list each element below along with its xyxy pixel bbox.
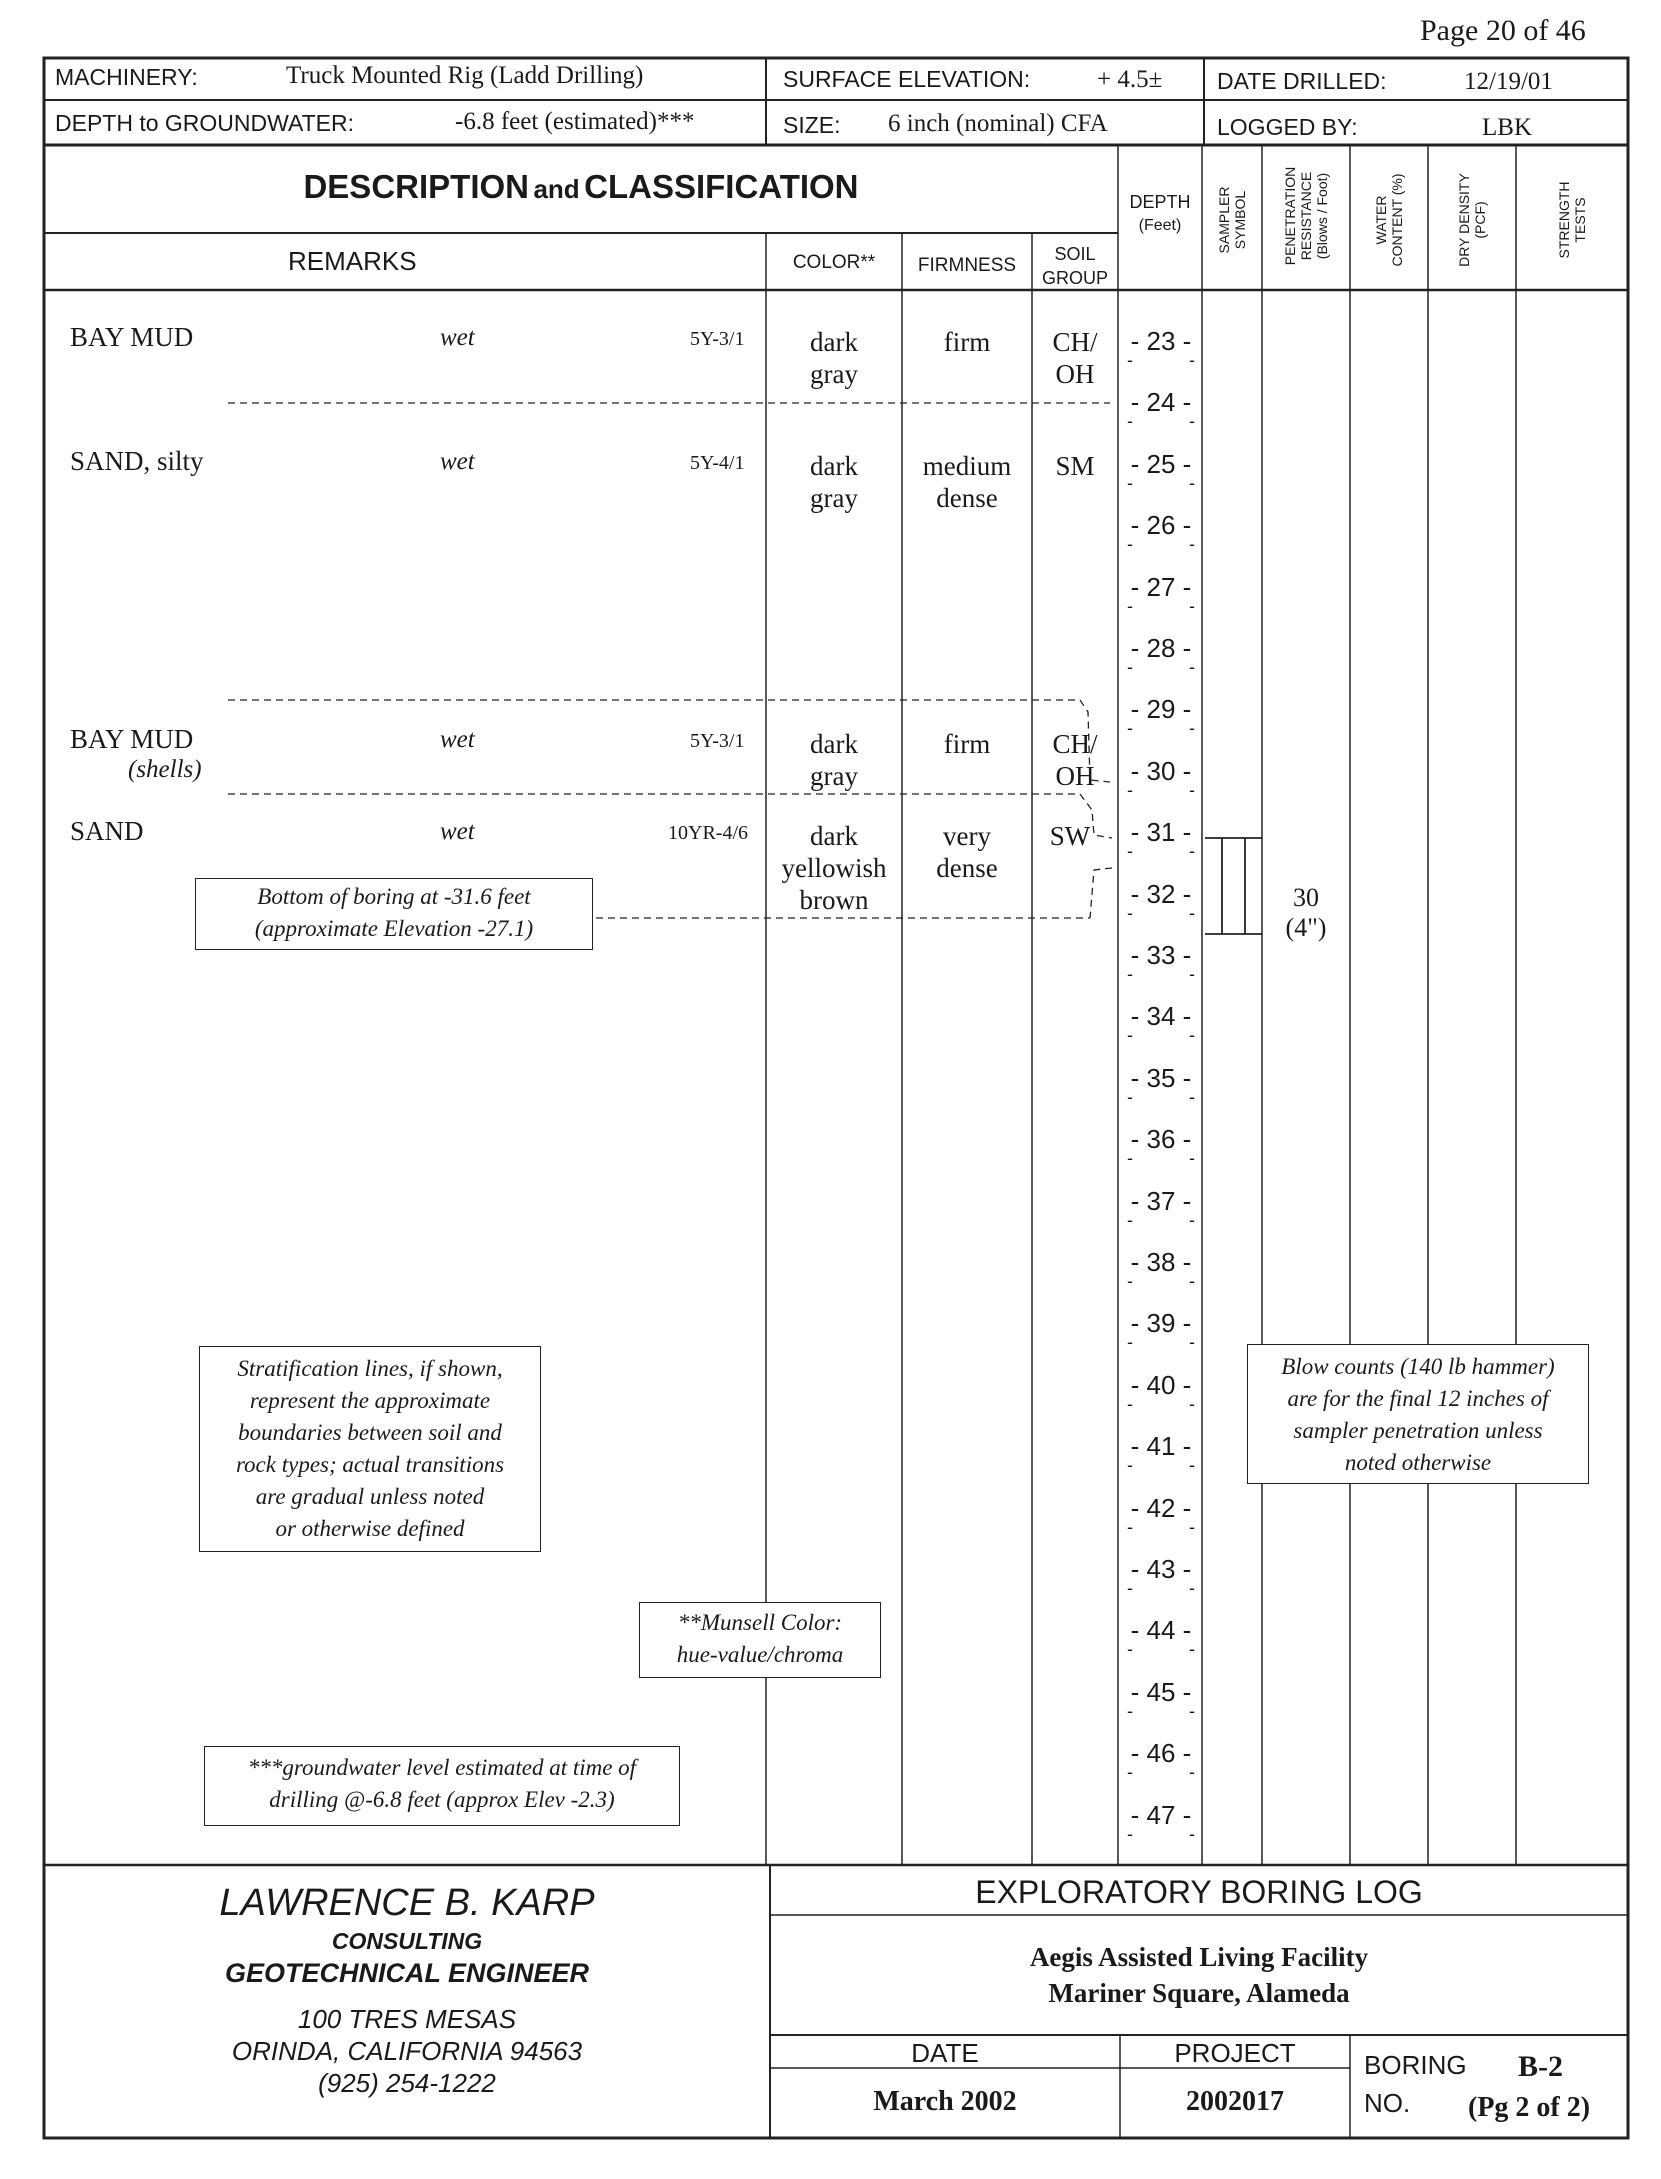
company-address-1: 100 TRES MESAS — [297, 2004, 517, 2034]
blow-line1: Blow counts (140 lb hammer) — [1281, 1354, 1555, 1379]
layer-name: BAY MUD — [70, 322, 194, 352]
layer-moisture: wet — [440, 448, 475, 475]
page-number: Page 20 of 46 — [1420, 14, 1586, 47]
logged-by-label: LOGGED BY: — [1217, 114, 1358, 140]
depth-tick-label: - 45 - — [1130, 1676, 1192, 1707]
remarks-header: REMARKS — [288, 246, 417, 276]
depth-tick-label: - 32 - — [1130, 878, 1192, 909]
depth-tick-label: - 34 - — [1130, 1001, 1192, 1032]
company-address-2: ORINDA, CALIFORNIA 94563 — [231, 2036, 583, 2066]
density-line2: (PCF) — [1472, 201, 1488, 239]
bottom-of-boring-note — [195, 878, 593, 950]
layer-color-line1: dark — [810, 729, 858, 759]
sampler-line1: SAMPLER — [1216, 186, 1232, 254]
logged-by-value: LBK — [1482, 114, 1532, 141]
density-line1: DRY DENSITY — [1456, 173, 1472, 267]
surface-elevation-value: + 4.5± — [1097, 66, 1163, 93]
size-label: SIZE: — [783, 112, 841, 138]
layer-munsell: 5Y-3/1 — [690, 730, 745, 752]
stratification-note — [199, 1346, 541, 1552]
date-drilled-label: DATE DRILLED: — [1217, 68, 1387, 94]
sampler-header — [1216, 160, 1248, 280]
layer-name: SAND — [70, 816, 144, 846]
penetration-header — [1282, 141, 1330, 291]
depth-tick-label: - 24 - — [1130, 387, 1192, 418]
penetration-line3: (Blows / Foot) — [1314, 172, 1330, 260]
water-line1: WATER — [1373, 195, 1389, 245]
layer-soil-group — [1032, 326, 1118, 390]
soil-group-line2: GROUP — [1041, 268, 1108, 288]
depth-header — [1118, 190, 1202, 238]
layer-munsell: 5Y-4/1 — [690, 452, 745, 474]
strength-line2: TESTS — [1572, 197, 1588, 243]
strat-line2: represent the approximate — [249, 1388, 491, 1413]
blow-count-note: (4") — [1285, 913, 1327, 942]
depth-tick-label: - 31 - — [1130, 817, 1192, 848]
water-content-header — [1373, 160, 1405, 280]
layer-color-line3: brown — [799, 885, 869, 915]
layer-color-line2: gray — [810, 483, 858, 513]
depth-tick-label: - 37 - — [1130, 1185, 1192, 1216]
strength-line1: STRENGTH — [1556, 181, 1572, 259]
size-value: 6 inch (nominal) CFA — [888, 110, 1108, 137]
depth-tick-label: - 33 - — [1130, 940, 1192, 970]
blow-line3: sampler penetration unless — [1293, 1418, 1543, 1443]
layer-color-line2: gray — [810, 761, 858, 791]
gw-line1: ***groundwater level estimated at time of — [247, 1755, 637, 1780]
layer-color — [766, 450, 902, 514]
title-and: and — [533, 174, 580, 204]
munsell-note — [639, 1602, 881, 1678]
layer-soil-group — [1032, 728, 1118, 792]
project-number: 2002017 — [1186, 2086, 1284, 2117]
layer-firmness — [902, 820, 1032, 884]
layer-color-line1: dark — [810, 327, 858, 357]
machinery-value: Truck Mounted Rig (Ladd Drilling) — [286, 62, 644, 89]
depth-tick-label: - 44 - — [1130, 1615, 1192, 1646]
penetration-line2: RESISTANCE — [1298, 171, 1314, 261]
layer-color-line1: dark — [810, 451, 858, 481]
layer-moisture: wet — [440, 726, 475, 753]
layer-moisture: wet — [440, 818, 475, 845]
blow-line4: noted otherwise — [1344, 1450, 1492, 1475]
depth-tick-label: - 42 - — [1130, 1492, 1192, 1523]
description-title — [44, 168, 1118, 206]
depth-tick-label: - 29 - — [1130, 694, 1192, 725]
layer-color-line2: gray — [810, 359, 858, 389]
layer-color — [766, 326, 902, 390]
blow-counts-note — [1247, 1344, 1589, 1484]
layer-color-line1: dark — [810, 821, 858, 851]
layer-color — [766, 820, 902, 916]
date-drilled-value: 12/19/01 — [1464, 68, 1553, 95]
layer-firmness-line2: dense — [936, 853, 998, 883]
color-header: COLOR** — [792, 252, 876, 273]
layer-group-line1: CH/ — [1052, 729, 1098, 759]
layer-group-line2: OH — [1055, 359, 1095, 389]
layer-soil-group: SW — [1049, 821, 1091, 851]
company-consulting: CONSULTING — [331, 1928, 483, 1954]
layer-soil-group: SM — [1055, 451, 1095, 481]
depth-tick-label: - 43 - — [1130, 1554, 1192, 1584]
date-value: March 2002 — [873, 2086, 1017, 2117]
depth-tick-label: - 26 - — [1130, 510, 1192, 541]
bottom-note-line1: Bottom of boring at -31.6 feet — [257, 884, 531, 909]
dry-density-header — [1456, 160, 1488, 280]
groundwater-value: -6.8 feet (estimated)*** — [455, 108, 695, 135]
strat-line3: boundaries between soil and — [238, 1420, 502, 1445]
date-label: DATE — [911, 2038, 979, 2068]
layer-name: SAND, silty — [70, 446, 204, 476]
depth-tick-label: - 25 - — [1130, 448, 1192, 479]
blow-count-value: 30 — [1293, 883, 1319, 912]
boring-label-1: BORING — [1364, 2050, 1467, 2080]
depth-tick-label: - 40 - — [1130, 1369, 1192, 1400]
depth-tick-label: - 47 - — [1130, 1799, 1192, 1830]
strat-line1: Stratification lines, if shown, — [237, 1356, 503, 1381]
layer-color — [766, 728, 902, 792]
layer-firmness: firm — [943, 327, 991, 357]
soil-group-header — [1032, 242, 1118, 290]
groundwater-label: DEPTH to GROUNDWATER: — [55, 110, 355, 136]
depth-tick-label: - 27 - — [1130, 571, 1192, 602]
water-line2: CONTENT (%) — [1389, 173, 1405, 267]
layer-firmness-line1: medium — [922, 451, 1012, 481]
penetration-line1: PENETRATION — [1282, 166, 1298, 266]
strat-line4: rock types; actual transitions — [235, 1452, 505, 1477]
log-title: EXPLORATORY BORING LOG — [975, 1874, 1423, 1910]
project-label: PROJECT — [1174, 2038, 1296, 2068]
project-name-2: Mariner Square, Alameda — [1048, 1978, 1350, 2008]
depth-tick-label: - 41 - — [1130, 1431, 1192, 1462]
depth-tick-label: - 38 - — [1130, 1247, 1192, 1277]
depth-tick-label: - 30 - — [1130, 755, 1192, 786]
title-description: DESCRIPTION — [303, 168, 529, 205]
munsell-line1: **Munsell Color: — [677, 1610, 843, 1635]
layer-sub: (shells) — [128, 756, 202, 783]
gw-line2: drilling @-6.8 feet (approx Elev -2.3) — [269, 1787, 615, 1812]
layer-munsell: 10YR-4/6 — [668, 822, 748, 844]
layer-moisture: wet — [440, 324, 475, 351]
layer-group-line2: OH — [1055, 761, 1095, 791]
bottom-note-line2: (approximate Elevation -27.1) — [254, 916, 534, 941]
soil-group-line1: SOIL — [1054, 244, 1096, 264]
depth-tick-label: - 39 - — [1130, 1308, 1192, 1339]
depth-header-line2: (Feet) — [1138, 217, 1182, 234]
blow-line2: are for the final 12 inches of — [1287, 1386, 1549, 1411]
strat-line6: or otherwise defined — [275, 1516, 465, 1541]
boring-label-2: NO. — [1364, 2088, 1411, 2118]
depth-tick-label: - 35 - — [1130, 1062, 1192, 1093]
strat-line5: are gradual unless noted — [255, 1484, 485, 1509]
company-name: LAWRENCE B. KARP — [219, 1882, 595, 1924]
layer-firmness-line2: dense — [936, 483, 998, 513]
layer-name: BAY MUD — [70, 724, 194, 754]
machinery-label: MACHINERY: — [55, 64, 198, 90]
strength-tests-header — [1556, 160, 1588, 280]
layer-munsell: 5Y-3/1 — [690, 328, 745, 350]
boring-number: B-2 — [1518, 2050, 1563, 2083]
depth-tick-label: - 23 - — [1130, 326, 1192, 356]
company-engineer: GEOTECHNICAL ENGINEER — [224, 1958, 590, 1988]
firmness-header: FIRMNESS — [917, 255, 1017, 276]
depth-tick-label: - 28 - — [1130, 633, 1192, 663]
depth-tick-label: - 36 - — [1130, 1124, 1192, 1155]
boring-page: (Pg 2 of 2) — [1468, 2092, 1591, 2123]
depth-header-line1: DEPTH — [1129, 192, 1191, 212]
layer-color-line2: yellowish — [781, 853, 887, 883]
project-name-1: Aegis Assisted Living Facility — [1029, 1942, 1369, 1972]
layer-firmness — [902, 450, 1032, 514]
title-classification: CLASSIFICATION — [584, 168, 859, 205]
company-phone: (925) 254-1222 — [318, 2068, 496, 2098]
surface-elevation-label: SURFACE ELEVATION: — [783, 66, 1031, 92]
layer-group-line1: CH/ — [1052, 327, 1098, 357]
layer-firmness: firm — [943, 729, 991, 759]
layer-firmness-line1: very — [943, 821, 991, 851]
sampler-line2: SYMBOL — [1232, 190, 1248, 250]
depth-tick-label: - 46 - — [1130, 1738, 1192, 1769]
groundwater-note — [204, 1746, 680, 1826]
munsell-line2: hue-value/chroma — [676, 1642, 844, 1667]
